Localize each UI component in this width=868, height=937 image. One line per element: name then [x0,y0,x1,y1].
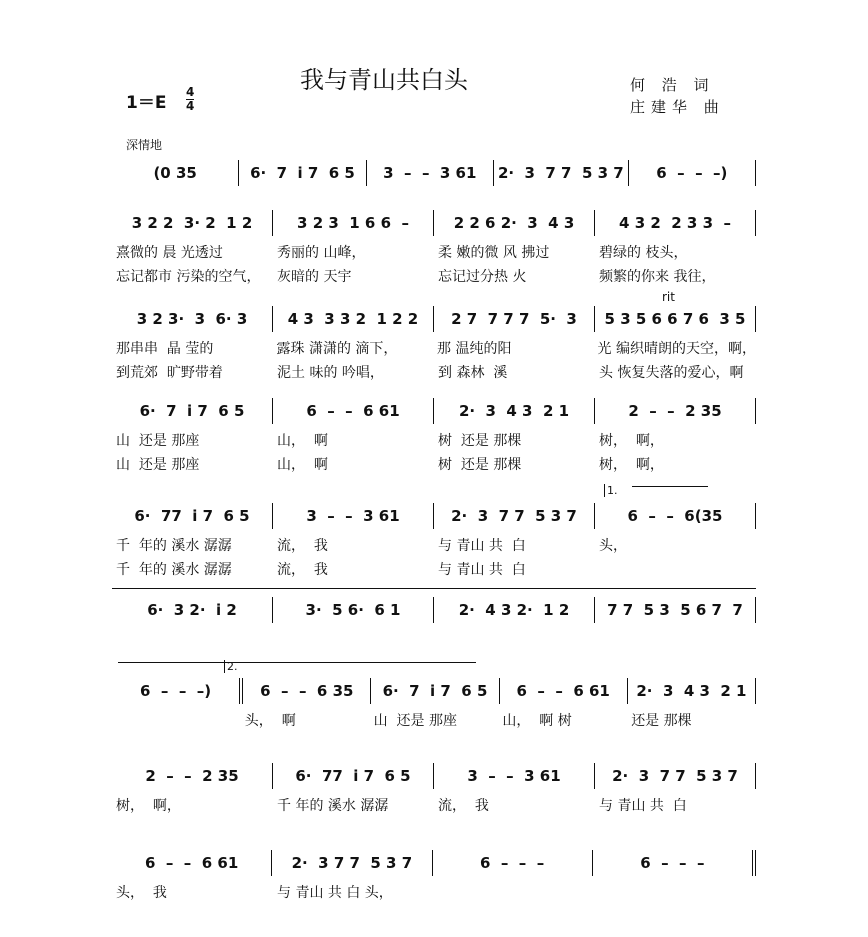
lyric-segment: 头， 啊 [244,713,296,729]
lyric-segment: 山， 啊 树 [502,713,572,729]
measure: 3 2 3· 3 6· 3 [112,306,273,332]
lyric-segment: 千 年的 溪水 潺潺 [277,798,389,814]
lyric-segment: 那串串 晶 莹的 [116,341,214,357]
lyric-line [112,240,756,264]
lyric-segment: 与 青山 共 白 [438,538,526,554]
measure: 3 – – 3 61 [367,160,494,186]
lyric-segment: 头， [599,538,627,554]
notes-line [112,306,756,332]
measure: 2· 3 7 7 5 3 7 [272,850,432,876]
lyric-segment: 山 还是 那座 [116,433,200,449]
volta-2: 2. [224,660,238,673]
measure: 3· 5 6· 6 1 [273,597,434,623]
lyric-segment: 千 年的 溪水 潺潺 [116,562,232,578]
lyric-segment: 与 青山 共 白 [438,562,526,578]
lyric-segment: 碧绿的 枝头， [599,245,688,261]
lyric-segment: 树， 啊， [116,798,181,814]
lyric-segment: 流， 我 [438,798,489,814]
music-row [112,597,756,623]
lyric-segment: 到荒郊 旷野带着 [116,365,223,381]
measure: 5 3 5 6 6 7 6 3 5 [595,306,756,332]
lyric-segment: 还是 那棵 [631,713,692,729]
lyric-segment: 树 还是 那棵 [438,433,522,449]
lyric-segment: 千 年的 溪水 潺潺 [116,538,232,554]
measure: 2 – – 2 35 [112,763,273,789]
measure: 2 2 6 2· 3 4 3 [434,210,595,236]
measure: 4 3 2 2 3 3 – [595,210,756,236]
notes-line [112,503,756,529]
lyric-segment: 山， 啊 [277,457,328,473]
lyric-segment: 与 青山 共 白 [599,798,687,814]
measure: 2· 4 3 2· 1 2 [434,597,595,623]
measure: 6 – – –) [629,160,756,186]
lyricist: 何 浩 词 [630,76,715,94]
lyric-segment: 光 编织晴朗的天空，啊， [597,341,756,357]
lyric-line [112,533,756,557]
time-top: 4 [186,85,195,99]
measure: 2· 3 7 7 5 3 7 [595,763,756,789]
key-signature: 1＝E [126,93,167,113]
lyric-line [112,557,756,581]
measure: 6 – – 6 35 [243,678,371,704]
lyric-segment: 露珠 潇潇的 滴下， [276,341,398,357]
time-bottom: 4 [186,99,195,113]
lyric-line [112,360,756,384]
lyric-segment: 忘记过分热 火 [438,269,527,285]
music-row [112,850,756,904]
measure: 3 – – 3 61 [434,763,595,789]
lyric-line [112,880,756,904]
measure: 3 – – 3 61 [273,503,434,529]
measure: 6· 7 i 7 6 5 [112,398,273,424]
lyric-segment: 灰暗的 天宇 [277,269,352,285]
lyric-line [112,428,756,452]
notes-line [112,210,756,236]
notes-line [112,763,756,789]
lyric-segment: 熹微的 晨 光透过 [116,245,223,261]
lyric-segment: 树 还是 那棵 [438,457,522,473]
lyric-segment: 与 青山 共 白 头， [277,885,393,901]
measure: 6· 7 i 7 6 5 [371,678,499,704]
measure: 6 – – –) [112,678,243,704]
notes-line [112,398,756,424]
lyric-segment: 树， 啊， [599,457,664,473]
lyric-segment: 柔 嫩的微 风 拂过 [438,245,550,261]
volta-1-line [632,486,708,487]
measure: 3 2 3 1 6 6 – [273,210,434,236]
music-row [112,503,756,581]
notes-line [112,678,756,704]
music-row [112,306,756,384]
music-row [112,678,756,732]
measure: 6· 3 2· i 2 [112,597,273,623]
volta-1: 1. [604,484,618,497]
lyric-segment: 山， 啊 [277,433,328,449]
measure: 6· 7 i 7 6 5 [239,160,366,186]
lyric-segment: 忘记都市 污染的空气， [116,269,261,285]
lyric-line [112,793,756,817]
measure: 2· 3 7 7 5 3 7 [494,160,629,186]
volta-line [118,662,476,663]
notes-line [112,160,756,186]
measure: 6· 77 i 7 6 5 [112,503,273,529]
music-row [112,210,756,288]
lyric-segment: 树， 啊， [599,433,664,449]
measure: 6 – – 6(35 [595,503,756,529]
lyric-segment: 秀丽的 山峰， [277,245,366,261]
measure: (0 35 [112,160,239,186]
music-row [112,398,756,476]
lyric-segment: 到 森林 溪 [438,365,508,381]
measure: 6 – – – [593,850,756,876]
measure: 2 7 7 7 7 5· 3 [434,306,595,332]
lyric-segment: 泥土 味的 吟唱， [277,365,384,381]
measure: 3 2 2 3· 2 1 2 [112,210,273,236]
lyric-line [112,264,756,288]
notes-line [112,850,756,876]
measure: 2· 3 7 7 5 3 7 [434,503,595,529]
lyric-segment: 那 温纯的阳 [437,341,512,357]
rit-marking: rit [662,290,675,304]
measure: 4 3 3 3 2 1 2 2 [273,306,434,332]
measure: 2 – – 2 35 [595,398,756,424]
tempo-marking: 深情地 [126,138,163,152]
song-title: 我与青山共白头 [300,66,468,94]
measure: 6 – – 6 61 [112,850,272,876]
measure: 7 7 5 3 5 6 7 7 [595,597,756,623]
measure: 6 – – 6 61 [273,398,434,424]
lyric-segment: 频繁的你来 我往， [599,269,716,285]
lyric-line [112,708,756,732]
composer: 庄建华 曲 [630,98,725,116]
lyric-segment: 流， 我 [277,538,328,554]
measure: 6· 77 i 7 6 5 [273,763,434,789]
lyric-segment: 山 还是 那座 [116,457,200,473]
music-row [112,160,756,186]
lyric-segment: 流， 我 [277,562,328,578]
section-divider [112,588,756,589]
time-signature [186,86,194,113]
measure: 2· 3 4 3 2 1 [628,678,756,704]
lyric-segment: 头， 我 [116,885,167,901]
lyric-line [112,336,756,360]
notes-line [112,597,756,623]
lyric-line [112,452,756,476]
lyric-segment: 山 还是 那座 [373,713,457,729]
lyric-segment: 头 恢复失落的爱心，啊 [599,365,744,381]
measure: 6 – – 6 61 [500,678,628,704]
measure: 2· 3 4 3 2 1 [434,398,595,424]
music-row [112,763,756,817]
measure: 6 – – – [433,850,593,876]
